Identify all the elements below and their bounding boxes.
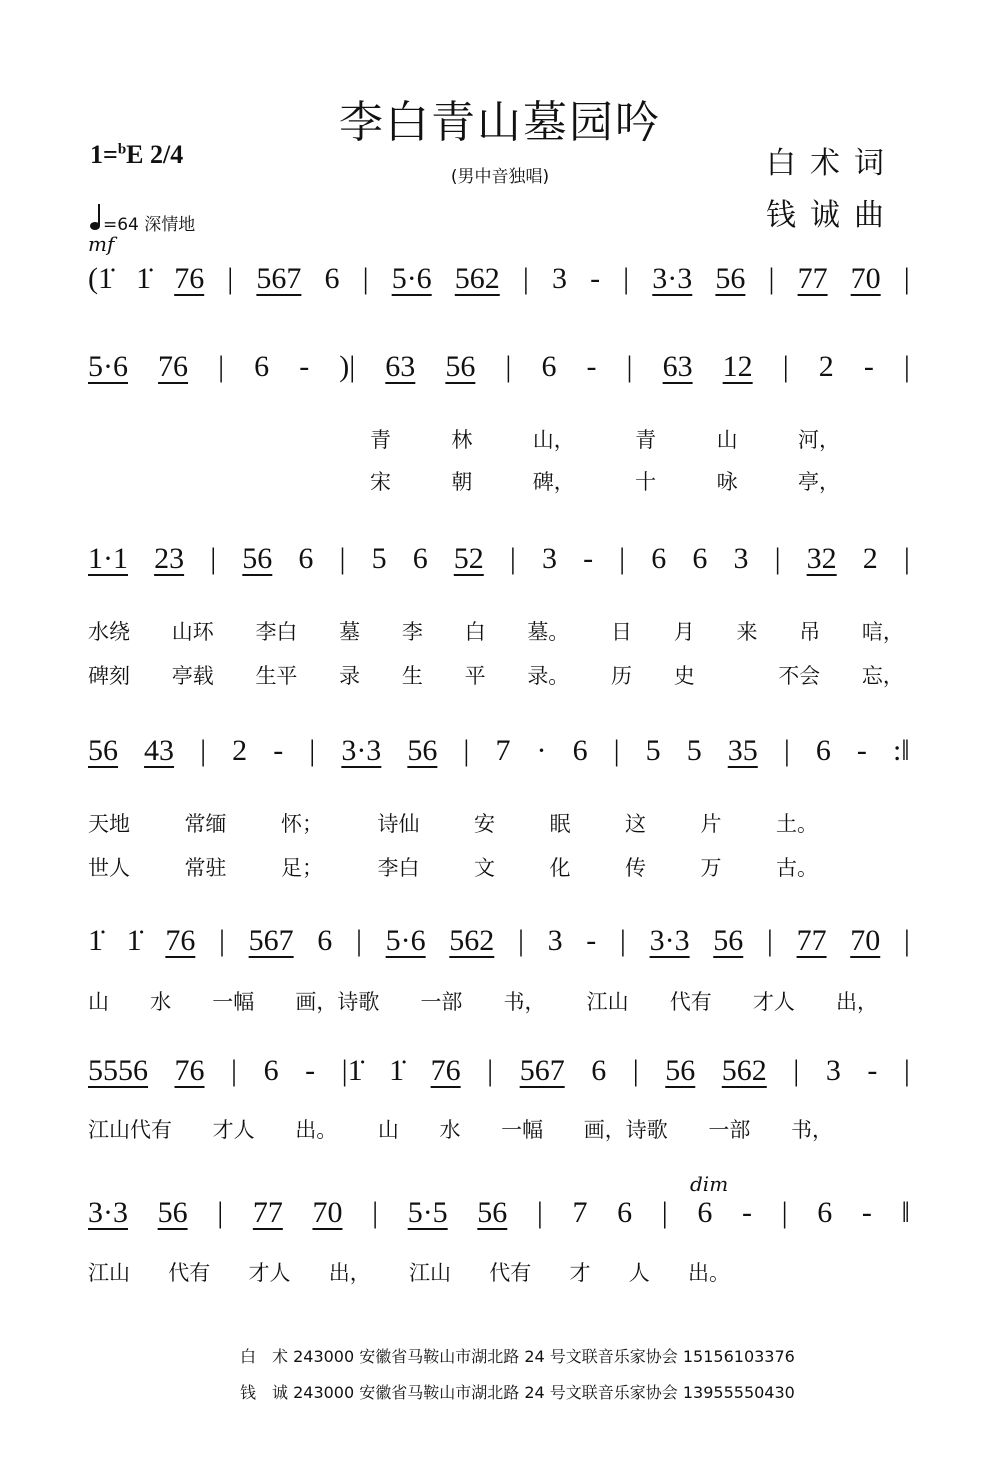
lyric-word: 常缅 [184,812,227,836]
barline: | [626,350,633,383]
barline: | [768,262,775,295]
note-group: - [299,350,310,383]
note-group: 5·6 [88,350,128,383]
notation-line [88,262,910,296]
note-group: 56 [407,734,438,767]
barline: | [210,542,217,575]
note-group: 56 [157,1196,188,1229]
note-group: 77 [252,1196,283,1229]
lyric-word: 化 [549,856,571,880]
note-group: - [861,1196,872,1229]
lyric-line [88,852,818,882]
note-group: 5 [645,734,661,767]
lyric-word: 才人 [212,1118,255,1142]
note-group: 63 [662,350,693,383]
lyric-word: 咏 [716,470,738,494]
note-group: 76 [174,262,205,295]
lyric-word: 常驻 [184,856,227,880]
barline: | [623,262,630,295]
note-group: 63 [385,350,416,383]
lyric-word: 李 [401,620,423,644]
note-group: 6 [591,1054,607,1087]
note-group: 56 [715,262,746,295]
lyric-word: 才 [569,1261,591,1285]
lyric-word: 书， [503,990,546,1014]
note-group: 56 [665,1054,696,1087]
lyric-word: 亭， [797,470,840,494]
lyric-word: 出， [328,1261,371,1285]
lyric-word: 一部 [708,1118,751,1142]
lyric-word: 不会 [778,664,821,688]
barline: | [218,350,225,383]
lyric-word: 忘， [861,664,904,688]
lyric-word: 水 [150,990,172,1014]
barline: | [781,1196,788,1229]
note-group: 1̇ [88,924,103,957]
note-group: 76 [174,1054,205,1087]
note-group: 567 [248,924,294,957]
barline: | [783,734,790,767]
note-group: 56 [713,924,744,957]
note-group: 6 [692,542,708,575]
barline: | [782,350,789,383]
note-group: 5·6 [385,924,426,957]
lyric-word: 这 [625,812,646,836]
note-group: 1̇ [126,924,142,957]
dynamic-marking: mf [88,232,115,256]
barline: | [793,1054,800,1087]
lyricist: 白术词 [766,146,898,181]
note-group: - [590,262,601,295]
lyric-line [370,466,840,496]
barline: | [766,924,773,957]
note-group: 2 [232,734,248,767]
barline: | [355,924,362,957]
note-group: 70 [312,1196,343,1229]
barline: | [231,1054,238,1087]
note-group: 1̇ [136,262,152,295]
lyric-word: 碑刻 [88,664,130,688]
notation-line [88,542,910,576]
lyric-word: 人 [628,1261,650,1285]
lyric-word: 一部 [420,990,463,1014]
lyric-word: 月 [673,620,695,644]
lyric-word: 代有 [489,1261,532,1285]
note-group: - [863,350,874,383]
lyric-word: 画，诗歌 [295,990,380,1014]
lyric-word: 画，诗歌 [583,1118,668,1142]
barline: | [632,1054,639,1087]
lyric-word: 朝 [451,470,473,494]
lyric-word: 世人 [88,856,130,880]
lyric-word: 土。 [776,812,818,836]
barline: | [536,1196,543,1229]
lyric-word: 山 [377,1118,399,1142]
note-group: 6 [324,262,340,295]
lyric-line [88,986,878,1016]
note-group: 3·3 [341,734,382,767]
note-group: 6 [697,1196,713,1229]
barline: | [362,262,369,295]
note-group: 35 [727,734,758,767]
footer-line-lyricist: 白 术 243000 安徽省马鞍山市湖北路 24 号文联音乐家协会 15156103376 [240,1347,795,1366]
lyric-word: 代有 [168,1261,211,1285]
lyric-word: 平 [464,664,486,688]
lyric-word: 墓。 [527,620,570,644]
barline: | [200,734,207,767]
note-group: 567 [256,262,302,295]
barline: |1̇ [341,1054,363,1087]
barline: | [903,542,910,575]
note-group: 5·5 [407,1196,448,1229]
lyric-word: 古。 [776,856,818,880]
note-group: 43 [144,734,175,767]
note-group: 70 [850,924,881,957]
lyric-word: 一幅 [501,1118,544,1142]
note-group: 3·3 [652,262,693,295]
subtitle: (男中音独唱) [450,167,550,187]
lyric-word: 历 [611,664,633,688]
lyric-word: 江山 [409,1261,451,1285]
barline: | [309,734,316,767]
note-group: 5 [686,734,702,767]
lyric-word: 才人 [248,1261,291,1285]
note-group: 56 [445,350,476,383]
lyric-word: 林 [451,428,473,452]
lyric-word: 传 [625,856,646,880]
note-group: - [586,924,597,957]
barline: | [463,734,470,767]
lyric-word: 墓 [339,620,361,644]
note-group: - [305,1054,316,1087]
note-group: 3 [733,542,749,575]
barline: | [487,1054,494,1087]
lyric-word: 山 [716,428,738,452]
barline: | [619,542,626,575]
notation-line [88,350,910,384]
barline: | [903,262,910,295]
lyric-word: 出。 [295,1118,338,1142]
note-group: 7 [572,1196,588,1229]
note-group: 1̇ [389,1054,405,1087]
note-group: 6 [412,542,428,575]
note-group: 6 [254,350,270,383]
key-signature [90,140,183,170]
note-group: 6 [541,350,557,383]
lyric-word: 来 [736,620,758,644]
lyric-word: 代有 [669,990,712,1014]
key-rest: E 2/4 [126,140,184,169]
note-group: 12 [722,350,753,383]
lyric-word: 足； [281,856,323,880]
lyric-word: 李白 [377,856,420,880]
lyric-word: 怀； [281,812,323,836]
composer: 钱诚曲 [766,198,898,233]
note-group: 562 [449,924,495,957]
tempo-text: =64 深情地 [103,215,196,235]
lyric-word: 河， [797,428,840,452]
lyric-word: 一幅 [212,990,255,1014]
barline: | [522,262,529,295]
note-group: 52 [453,542,484,575]
barline: ‖ [901,1196,910,1229]
lyric-word: 史 [673,664,695,688]
lyric-word: 江山 [88,1261,130,1285]
barline: | [505,350,512,383]
note-group: 77 [797,262,828,295]
barline: | [774,542,781,575]
lyric-word: 青 [635,428,657,452]
lyric-word: 唁， [861,620,904,644]
note-group: 76 [430,1054,461,1087]
note-group: 567 [519,1054,565,1087]
barline: | [218,924,225,957]
note-group: 2 [862,542,878,575]
lyric-word: 录。 [527,664,570,688]
barline: | [509,542,516,575]
note-group: 5·6 [391,262,432,295]
lyric-line [88,1114,833,1144]
note-group: 32 [806,542,837,575]
lyric-word: 亭载 [171,664,214,688]
note-group: 5556 [88,1054,148,1087]
lyric-word: 出。 [688,1261,730,1285]
lyric-word: 碑， [532,470,575,494]
notation-line [88,1196,910,1230]
note-group: - [583,542,594,575]
barline: | [227,262,234,295]
lyric-word: 万 [700,856,722,880]
note-group: - [741,1196,752,1229]
lyric-word: 文 [474,856,495,880]
dim-marking: dim [690,1172,729,1196]
note-group: 6 [617,1196,633,1229]
note-group: 70 [850,262,881,295]
lyric-word: 十 [635,470,657,494]
lyric-word: 生 [401,664,423,688]
note-group: 6 [572,734,588,767]
lyric-word: 安 [474,812,495,836]
lyric-word: 诗仙 [377,812,420,836]
note-group: 3 [541,542,557,575]
lyric-word: 片 [700,812,722,836]
note-group: 5 [371,542,387,575]
note-group: 3 [551,262,567,295]
notation-line [88,1054,910,1088]
lyric-word: 江山代有 [88,1118,172,1142]
key-prefix: 1= [90,140,118,169]
note-group: 6 [317,924,333,957]
lyric-line [88,660,904,690]
note-group: 6 [298,542,314,575]
note-group: - [867,1054,878,1087]
song-title: 李白青山墓园吟 [339,97,661,148]
note-group: 562 [454,262,500,295]
note-group: · [536,734,547,767]
barline: | [661,1196,668,1229]
lyric-word: 山环 [171,620,214,644]
barline: :‖ [892,734,910,767]
lyric-word: 日 [611,620,633,644]
barline: | [613,734,620,767]
note-group: 7 [495,734,511,767]
note-group: 3·3 [649,924,690,957]
note-group: 6 [815,734,831,767]
lyric-line [88,808,818,838]
barline: | [217,1196,224,1229]
note-group: 6 [263,1054,279,1087]
key-flat: b [117,141,127,158]
lyric-word: 书， [791,1118,833,1142]
lyric-word: 青 [370,428,391,452]
barline: | [903,350,910,383]
note-group: 56 [242,542,273,575]
lyric-line [88,1257,730,1287]
lyric-word: 李白 [255,620,298,644]
note-group: (1̇ [88,262,113,295]
lyric-word: 江山 [586,990,629,1014]
lyric-word: 才人 [752,990,795,1014]
lyric-word: 水绕 [88,620,130,644]
lyric-word: 吊 [799,620,821,644]
notation-line [88,924,910,958]
quarter-note-icon [90,222,100,230]
lyric-line [370,424,840,454]
note-group: 56 [477,1196,508,1229]
barline: | [372,1196,379,1229]
note-group: 3·3 [88,1196,128,1229]
barline: | [903,924,910,957]
barline: | [903,1054,910,1087]
lyric-word: 水 [439,1118,461,1142]
note-group: 3 [547,924,563,957]
barline: | [517,924,524,957]
note-group: - [273,734,284,767]
lyric-word: 山， [532,428,575,452]
lyric-word: 天地 [88,812,130,836]
note-group: 2 [818,350,834,383]
note-group: 56 [88,734,118,767]
notation-line [88,734,910,768]
lyric-line [88,616,904,646]
lyric-word: 录 [339,664,361,688]
note-group: 6 [651,542,667,575]
note-group: 562 [721,1054,767,1087]
barline: | [339,542,346,575]
note-group: 76 [165,924,196,957]
note-group: - [856,734,867,767]
lyric-word: 山 [88,990,109,1014]
note-group: 77 [796,924,827,957]
footer-line-composer: 钱 诚 243000 安徽省马鞍山市湖北路 24 号文联音乐家协会 13955550430 [240,1383,795,1402]
note-group: 6 [817,1196,833,1229]
note-group: 23 [154,542,185,575]
lyric-word: 白 [464,620,486,644]
lyric-word: 生平 [255,664,298,688]
barline: )| [339,350,356,383]
note-group: 1·1 [88,542,128,575]
lyric-word: 眠 [549,812,571,836]
note-group: 76 [158,350,189,383]
note-group: 3 [825,1054,841,1087]
barline: | [619,924,626,957]
lyric-word: 宋 [370,470,391,494]
note-group: - [586,350,597,383]
lyric-word: 出， [835,990,878,1014]
